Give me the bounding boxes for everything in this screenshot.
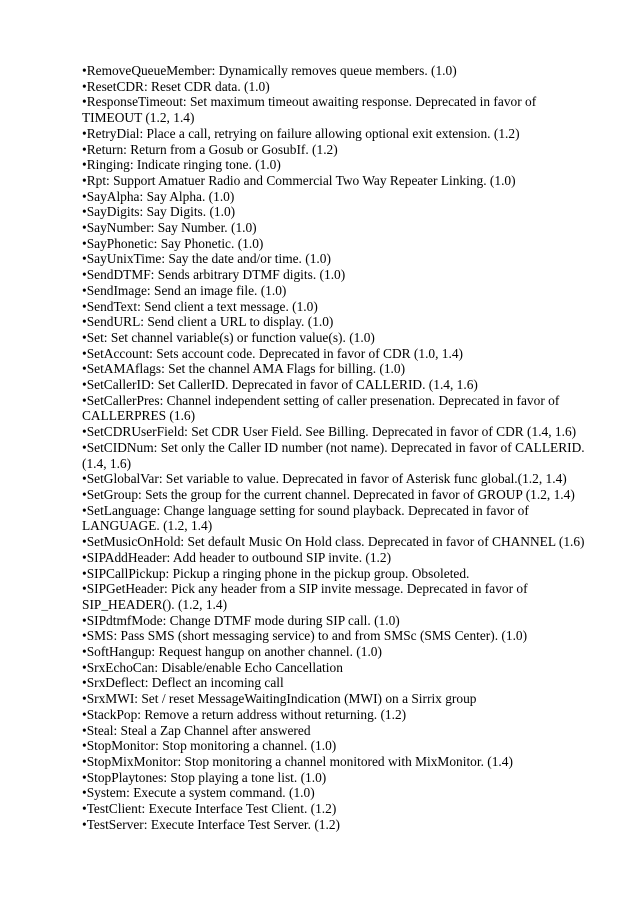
text-line: •SendImage: Send an image file. (1.0) xyxy=(82,282,287,298)
text-line: •SetGroup: Sets the group for the current channel. Deprecated in favor of GROUP (1.2, 1.4) xyxy=(82,486,575,502)
text-line: •SayDigits: Say Digits. (1.0) xyxy=(82,204,236,220)
text-line: •SetMusicOnHold: Set default Music On Hold class. Deprecated in favor of CHANNEL (1.6) xyxy=(82,534,585,550)
text-line: •TestServer: Execute Interface Test Server. (1.2) xyxy=(82,816,340,832)
text-line: •SendText: Send client a text message. (1.0) xyxy=(82,298,318,314)
text-line: •SrxMWI: Set / reset MessageWaitingIndication (MWI) on a Sirrix group xyxy=(82,691,477,707)
text-line: •SetAccount: Sets account code. Deprecated in favor of CDR (1.0, 1.4) xyxy=(82,345,463,361)
text-line: •SoftHangup: Request hangup on another channel. (1.0) xyxy=(82,644,382,660)
text-line: •Rpt: Support Amatuer Radio and Commercial Two Way Repeater Linking. (1.0) xyxy=(82,172,516,188)
text-line: •TestClient: Execute Interface Test Client. (1.2) xyxy=(82,801,337,817)
text-line: •RemoveQueueMember: Dynamically removes queue members. (1.0) xyxy=(82,63,457,78)
text-line: •SayPhonetic: Say Phonetic. (1.0) xyxy=(82,235,264,251)
text-line: •SetCallerPres: Channel independent setting of caller presenation. Deprecated in favor of xyxy=(82,392,560,408)
text-line: •SayUnixTime: Say the date and/or time. (1.0) xyxy=(82,251,331,267)
text-line: •System: Execute a system command. (1.0) xyxy=(82,785,315,801)
text-line: •SetAMAflags: Set the channel AMA Flags for billing. (1.0) xyxy=(82,361,406,377)
text-line: CALLERPRES (1.6) xyxy=(82,408,196,424)
text-line: •SetLanguage: Change language setting for sound playback. Deprecated in favor of xyxy=(82,502,529,518)
text-line: •SMS: Pass SMS (short messaging service) to and from SMSc (SMS Center). (1.0) xyxy=(82,628,528,644)
text-line: •Set: Set channel variable(s) or function value(s). (1.0) xyxy=(82,329,375,345)
text-line: •SIPdtmfMode: Change DTMF mode during SIP call. (1.0) xyxy=(82,612,400,628)
text-line: •StopMixMonitor: Stop monitoring a channel monitored with MixMonitor. (1.4) xyxy=(82,753,513,769)
text-line: •SendURL: Send client a URL to display. (1.0) xyxy=(82,314,334,330)
text-line: (1.4, 1.6) xyxy=(82,455,132,471)
text-line: LANGUAGE. (1.2, 1.4) xyxy=(82,518,213,534)
text-line: •SetCDRUserField: Set CDR User Field. See Billing. Deprecated in favor of CDR (1.4, 1.6) xyxy=(82,424,577,440)
text-line: •SrxDeflect: Deflect an incoming call xyxy=(82,675,284,691)
text-line: •ResponseTimeout: Set maximum timeout awaiting response. Deprecated in favor of xyxy=(82,94,537,110)
document-page xyxy=(82,63,585,832)
text-line: •StopMonitor: Stop monitoring a channel. (1.0) xyxy=(82,738,337,754)
text-line: •ResetCDR: Reset CDR data. (1.0) xyxy=(82,78,270,94)
text-line: •SIPAddHeader: Add header to outbound SIP invite. (1.2) xyxy=(82,549,392,565)
text-line: •Steal: Steal a Zap Channel after answered xyxy=(82,722,311,738)
text-line: •StackPop: Remove a return address without returning. (1.2) xyxy=(82,706,407,722)
text-line: •SendDTMF: Sends arbitrary DTMF digits. (1.0) xyxy=(82,267,346,283)
text-line: •SayNumber: Say Number. (1.0) xyxy=(82,220,257,236)
text-line: •RetryDial: Place a call, retrying on failure allowing optional exit extension. (1.2) xyxy=(82,125,520,141)
text-line: SIP_HEADER(). (1.2, 1.4) xyxy=(82,596,228,612)
text-line: •SetCallerID: Set CallerID. Deprecated in favor of CALLERID. (1.4, 1.6) xyxy=(82,377,478,393)
text-line: •SIPCallPickup: Pickup a ringing phone in the pickup group. Obsoleted. xyxy=(82,565,470,581)
text-line: TIMEOUT (1.2, 1.4) xyxy=(82,110,195,126)
text-line: •SIPGetHeader: Pick any header from a SIP invite message. Deprecated in favor of xyxy=(82,581,528,597)
text-line: •Return: Return from a Gosub or GosubIf. (1.2) xyxy=(82,141,338,157)
text-line: •SetCIDNum: Set only the Caller ID number (not name). Deprecated in favor of CALLERID. xyxy=(82,439,585,455)
text-line: •StopPlaytones: Stop playing a tone list. (1.0) xyxy=(82,769,327,785)
text-line: •SrxEchoCan: Disable/enable Echo Cancellation xyxy=(82,659,343,675)
text-line: •SetGlobalVar: Set variable to value. Deprecated in favor of Asterisk func global.(1.2, 1.4) xyxy=(82,471,567,487)
text-line: •Ringing: Indicate ringing tone. (1.0) xyxy=(82,157,281,173)
text-line: •SayAlpha: Say Alpha. (1.0) xyxy=(82,188,235,204)
